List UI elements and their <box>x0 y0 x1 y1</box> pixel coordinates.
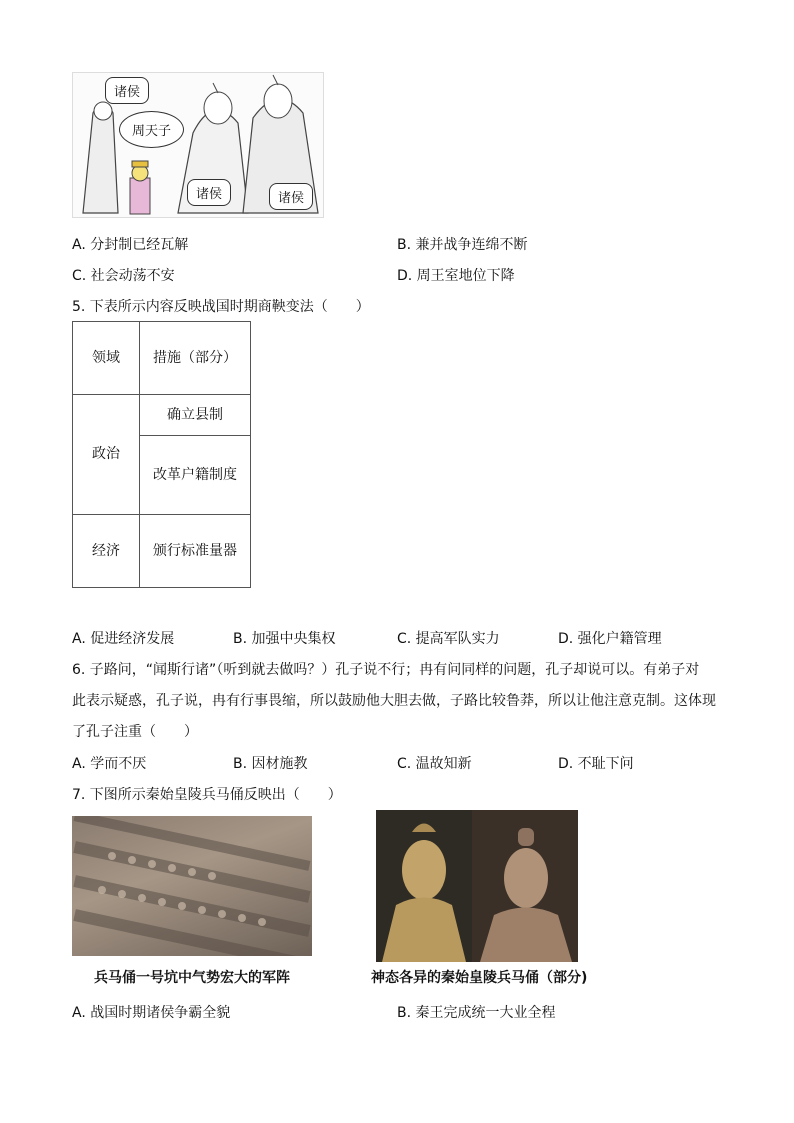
bubble-zhuhou-left: 诸侯 <box>187 179 231 206</box>
table-header-field: 领域 <box>73 322 140 395</box>
caption-army-pit: 兵马俑一号坑中气势宏大的军阵 <box>94 970 290 986</box>
q5-option-a[interactable]: A. 促进经济发展 <box>72 631 175 647</box>
q4-option-c[interactable]: C. 社会动荡不安 <box>72 268 175 284</box>
bubble-zhuhou-right: 诸侯 <box>269 183 313 210</box>
table-cell-household-reform: 改革户籍制度 <box>140 436 251 515</box>
terracotta-army-pit-photo <box>72 816 312 956</box>
q4-option-a[interactable]: A. 分封制已经瓦解 <box>72 237 189 253</box>
q6-option-a[interactable]: A. 学而不厌 <box>72 756 147 772</box>
q6-option-b[interactable]: B. 因材施教 <box>233 756 308 772</box>
q5-option-c[interactable]: C. 提高军队实力 <box>397 631 500 647</box>
bubble-zhoutianzi: 周天子 <box>119 111 184 148</box>
table-cell-county-system: 确立县制 <box>140 395 251 436</box>
table-cell-economy: 经济 <box>73 515 140 588</box>
reform-measures-table <box>72 321 251 588</box>
q7-option-a[interactable]: A. 战国时期诸侯争霸全貌 <box>72 1005 231 1021</box>
table-cell-standard-measures: 颁行标准量器 <box>140 515 251 588</box>
table-cell-politics: 政治 <box>73 395 140 515</box>
q6-stem-line1: 6. 子路问，“闻斯行诸”（听到就去做吗？）孔子说不行；冉有问同样的问题，孔子却说可以。有弟子对 <box>72 662 700 678</box>
q6-option-c[interactable]: C. 温故知新 <box>397 756 472 772</box>
q4-option-b[interactable]: B. 兼并战争连绵不断 <box>397 237 528 253</box>
warrior-busts-illustration <box>376 810 578 962</box>
q6-option-d[interactable]: D. 不耻下问 <box>558 756 634 772</box>
soldier-rows-illustration <box>72 816 312 956</box>
table-header-measures: 措施（部分） <box>140 322 251 395</box>
terracotta-warrior-faces-photo <box>376 810 578 962</box>
caption-warrior-faces: 神态各异的秦始皇陵兵马俑（部分) <box>371 970 588 986</box>
q5-option-b[interactable]: B. 加强中央集权 <box>233 631 336 647</box>
q6-stem-line3: 了孔子注重（ ） <box>72 724 198 740</box>
q7-stem: 7. 下图所示秦始皇陵兵马俑反映出（ ） <box>72 787 342 803</box>
bubble-zhuhou-top: 诸侯 <box>105 77 149 104</box>
q5-stem: 5. 下表所示内容反映战国时期商鞅变法（ ） <box>72 299 370 315</box>
q7-option-b[interactable]: B. 秦王完成统一大业全程 <box>397 1005 556 1021</box>
q5-option-d[interactable]: D. 强化户籍管理 <box>558 631 662 647</box>
q6-stem-line2: 此表示疑惑，孔子说，冉有行事畏缩，所以鼓励他大胆去做，子路比较鲁莽，所以让他注意克制。这体现 <box>72 693 716 709</box>
zhou-cartoon-image <box>72 72 324 218</box>
q4-option-d[interactable]: D. 周王室地位下降 <box>397 268 515 284</box>
